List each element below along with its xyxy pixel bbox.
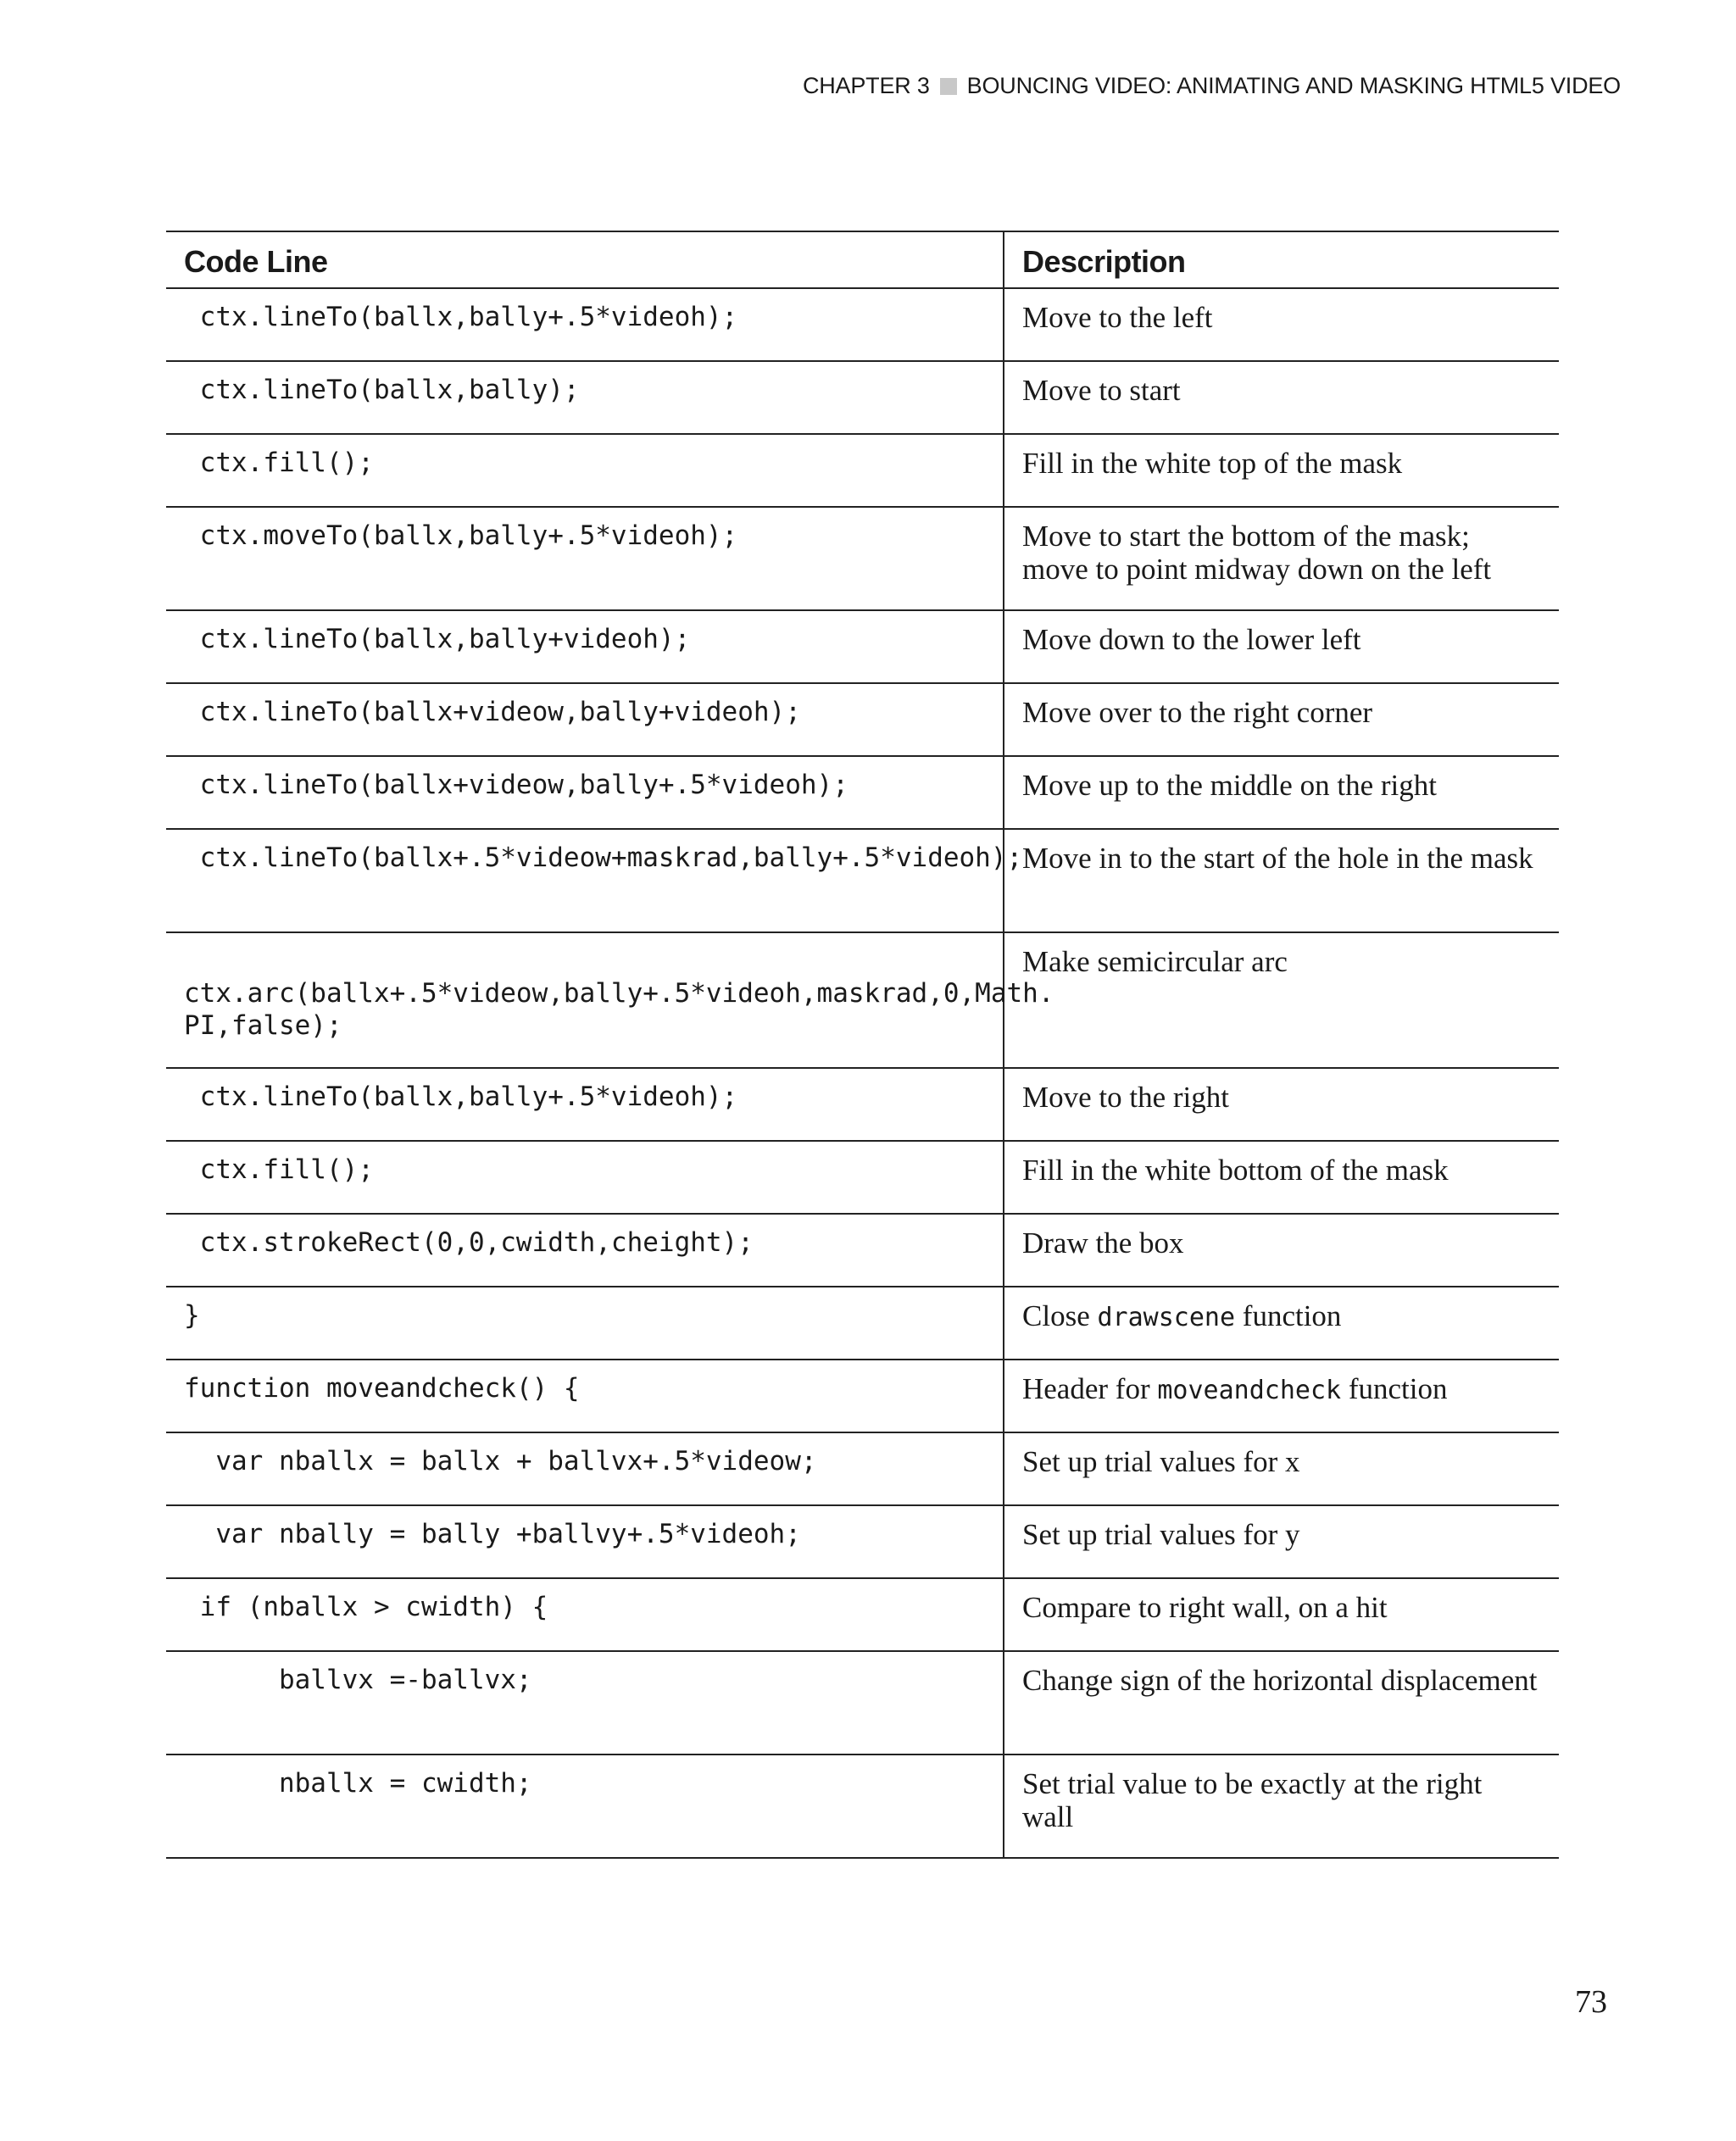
table-row bbox=[166, 1360, 1559, 1432]
header-separator-square bbox=[940, 78, 957, 95]
table-row bbox=[166, 1068, 1559, 1141]
table-row bbox=[166, 683, 1559, 756]
inline-code: moveandcheck bbox=[1157, 1376, 1342, 1405]
table-row bbox=[166, 1141, 1559, 1214]
description: Change sign of the horizontal displacement bbox=[1022, 1664, 1538, 1697]
description: Move to start the bottom of the mask; move to point midway down on the left bbox=[1022, 520, 1492, 586]
table-row bbox=[166, 1578, 1559, 1651]
description: Set up trial values for x bbox=[1022, 1445, 1300, 1478]
page-number: 73 bbox=[1575, 1984, 1607, 2020]
table-row bbox=[166, 507, 1559, 610]
code-line: ctx.strokeRect(0,0,cwidth,cheight); bbox=[184, 1227, 754, 1258]
table-row bbox=[166, 1755, 1559, 1858]
description: Fill in the white top of the mask bbox=[1022, 447, 1403, 480]
description: Set trial value to be exactly at the right wall bbox=[1022, 1767, 1483, 1833]
code-line: ctx.lineTo(ballx+videow,bally+.5*videoh); bbox=[184, 770, 849, 800]
description: Fill in the white bottom of the mask bbox=[1022, 1154, 1449, 1187]
code-line: nballx = cwidth; bbox=[184, 1768, 532, 1799]
description-text: function bbox=[1235, 1299, 1342, 1332]
code-line: ctx.lineTo(ballx,bally+.5*videoh); bbox=[184, 1082, 738, 1112]
table-row bbox=[166, 829, 1559, 932]
description-text: Close bbox=[1022, 1299, 1098, 1332]
code-line: ctx.lineTo(ballx+.5*videow+maskrad,bally+.5*videoh); bbox=[184, 842, 1023, 873]
running-header bbox=[803, 73, 1621, 99]
code-line: ctx.lineTo(ballx,bally+videoh); bbox=[184, 624, 691, 654]
code-line: if (nballx > cwidth) { bbox=[184, 1592, 548, 1622]
code-line: ctx.lineTo(ballx,bally); bbox=[184, 375, 580, 405]
table-row bbox=[166, 610, 1559, 683]
table-row bbox=[166, 1651, 1559, 1755]
table-row bbox=[166, 434, 1559, 507]
code-line: ctx.lineTo(ballx+videow,bally+videoh); bbox=[184, 697, 801, 727]
description bbox=[1004, 1287, 1559, 1334]
column-header-description: Description bbox=[1004, 231, 1559, 288]
table-row bbox=[166, 932, 1559, 1068]
description: Make semicircular arc bbox=[1022, 945, 1288, 978]
description: Move to the right bbox=[1022, 1081, 1229, 1114]
table-row bbox=[166, 1214, 1559, 1287]
code-line: var nballx = ballx + ballvx+.5*videow; bbox=[184, 1446, 817, 1476]
description-text: Header for bbox=[1022, 1372, 1158, 1405]
description: Move down to the lower left bbox=[1022, 623, 1361, 656]
code-line: ctx.arc(ballx+.5*videow,bally+.5*videoh,maskrad,0,Math. PI,false); bbox=[184, 978, 1054, 1041]
description: Set up trial values for y bbox=[1022, 1518, 1300, 1551]
code-line: ctx.fill(); bbox=[184, 1154, 374, 1185]
description-text: function bbox=[1341, 1372, 1448, 1405]
description: Compare to right wall, on a hit bbox=[1022, 1591, 1388, 1624]
code-line: } bbox=[184, 1300, 200, 1331]
table-row bbox=[166, 1287, 1559, 1360]
inline-code: drawscene bbox=[1097, 1303, 1236, 1332]
code-description-table bbox=[166, 231, 1559, 1859]
table-row bbox=[166, 288, 1559, 361]
table-row bbox=[166, 361, 1559, 434]
table-header-row bbox=[166, 231, 1559, 288]
code-line: function moveandcheck() { bbox=[184, 1373, 580, 1404]
table-row bbox=[166, 1505, 1559, 1578]
chapter-title: BOUNCING VIDEO: ANIMATING AND MASKING HTML5 VIDEO bbox=[966, 73, 1621, 98]
code-line: ballvx =-ballvx; bbox=[184, 1665, 532, 1695]
chapter-label: CHAPTER 3 bbox=[802, 73, 930, 98]
description bbox=[1004, 1360, 1559, 1407]
description: Move over to the right corner bbox=[1022, 696, 1373, 729]
description: Move in to the start of the hole in the mask bbox=[1022, 842, 1533, 875]
code-line: ctx.fill(); bbox=[184, 448, 374, 478]
description: Move to start bbox=[1022, 374, 1181, 407]
table-row bbox=[166, 1432, 1559, 1505]
code-line: var nbally = bally +ballvy+.5*videoh; bbox=[184, 1519, 801, 1549]
code-line: ctx.moveTo(ballx,bally+.5*videoh); bbox=[184, 520, 738, 551]
code-line: ctx.lineTo(ballx,bally+.5*videoh); bbox=[184, 302, 738, 332]
table-row bbox=[166, 756, 1559, 829]
description: Move up to the middle on the right bbox=[1022, 769, 1437, 802]
description: Move to the left bbox=[1022, 301, 1213, 334]
description: Draw the box bbox=[1022, 1226, 1184, 1260]
column-header-code-line: Code Line bbox=[166, 231, 1004, 288]
